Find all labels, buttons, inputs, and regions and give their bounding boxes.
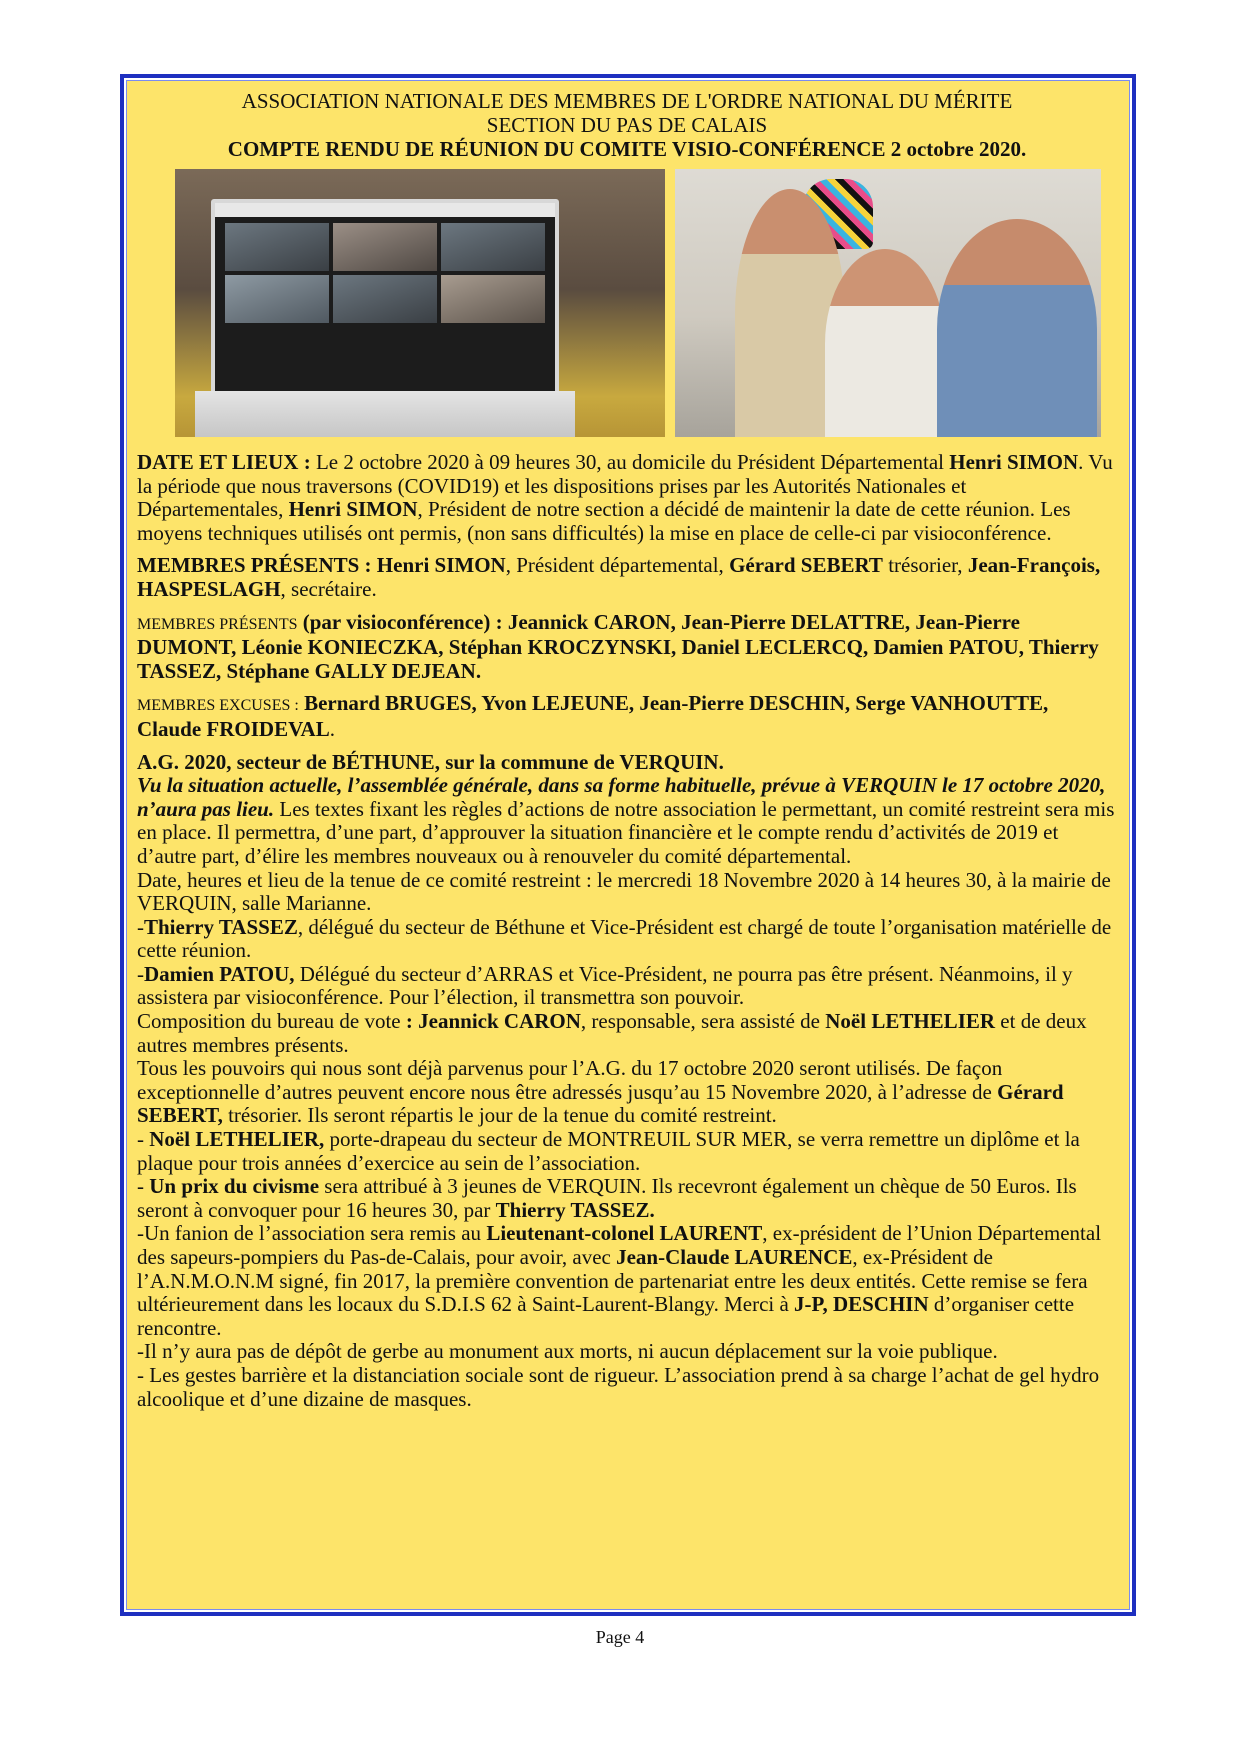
laptop-screen [211,199,559,395]
person-seated [825,249,945,437]
report-title: COMPTE RENDU DE RÉUNION DU COMITE VISIO-CONFÉRENCE 2 octobre 2020. [227,137,1027,161]
members-visio-paragraph: MEMBRES PRÉSENTS (par visioconférence) : Jeannick CARON, Jean-Pierre DELATTRE, Jean-Pierre DUMONT, Léonie KONIECZKA, Stéphan KROCZYNSKI, Daniel LECLERCQ, Damien PATOU, Thierry TASSEZ, Stéphane GALLY DEJEAN. [137,609,1099,683]
photos-row [137,169,1117,441]
header [137,89,1117,161]
date-paragraph: DATE ET LIEUX : Le 2 octobre 2020 à 09 heures 30, au domicile du Président Départemental Henri SIMON. Vu la période que nous traversons (COVID19) et les dispositions prises par les Autorités Nationales et Départementales, Henri SIMON, Président de notre section a décidé de maintenir la date de cette réunion. Les moyens techniques utilisés ont permis, (non sans difficultés) la mise en place de celle-ci par visioconférence. [137,450,1113,545]
person-selfie [937,219,1097,437]
ag-section: A.G. 2020, secteur de BÉTHUNE, sur la commune de VERQUIN. Vu la situation actuelle, l’assemblée générale, dans sa forme habituelle, prévue à VERQUIN le 17 octobre 2020, n’aura pas lieu. Les textes fixant les règles d’actions de notre association le permettant, un comité restreint sera mis en place. Il permettra, d’une part, d’approuver la situation financière et le compte rendu d’activités de 2019 et d’autre part, d’élire les membres nouveaux ou à renouveler du comité départemental. Date, heures et lieu de la tenue de ce comité restreint : le mercredi 18 Novembre 2020 à 14 heures 30, à la mairie de VERQUIN, salle Marianne. -Thierry TASSEZ, délégué du secteur de Béthune et Vice-Président est chargé de toute l’organisation matérielle de cette réunion. -Damien PATOU, Délégué du secteur d’ARRAS et Vice-Président, ne pourra pas être présent. Néanmoins, il y assistera par visioconférence. Pour l’élection, il transmettra son pouvoir. Composition du bureau de vote : Jeannick CARON, responsable, sera assisté de Noël LETHELIER et de deux autres membres présents. Tous les pouvoirs qui nous sont déjà parvenus pour l’A.G. du 17 octobre 2020 seront utilisés. De façon exceptionnelle d’autres peuvent encore nous être adressés jusqu’au 15 Novembre 2020, à l’adresse de Gérard SEBERT, trésorier. Ils seront répartis le jour de la tenue du comité restreint. - Noël LETHELIER, porte-drapeau du secteur de MONTREUIL SUR MER, se verra remettre un diplôme et la plaque pour trois années d’exercice au sein de l’association. - Un prix du civisme sera attribué à 3 jeunes de VERQUIN. Ils recevront également un chèque de 50 Euros. Ils seront à convoquer pour 16 heures 30, par Thierry TASSEZ. -Un fanion de l’association sera remis au Lieutenant-colonel LAURENT, ex-président de l’Union Départemental des sapeurs-pompiers du Pas-de-Calais, pour avoir, avec Jean-Claude LAURENCE, ex-Président de l’A.N.M.O.N.M signé, fin 2017, la première convention de partenariat entre les deux entités. Cette remise se fera ultérieurement dans les locaux du S.D.I.S 62 à Saint-Laurent-Blangy. Merci à J-P, DESCHIN d’organiser cette rencontre. -Il n’y aura pas de dépôt de gerbe au monument aux morts, ni aucun déplacement sur la voie publique. - Les gestes barrière et la distanciation sociale sont de rigueur. L’association prend à sa charge l’achat de gel hydro alcoolique et d’une dizaine de masques. [137,749,1115,1411]
ag-title: A.G. 2020, secteur de BÉTHUNE, sur la commune de VERQUIN. [137,749,724,774]
page-number: Page 4 [595,1627,645,1647]
header-line-2: SECTION DU PAS DE CALAIS [486,113,768,137]
document-frame [120,74,1136,1616]
laptop-keyboard [195,391,575,437]
committee-members-photo [675,169,1101,437]
members-excused-paragraph: MEMBRES EXCUSES : Bernard BRUGES, Yvon LEJEUNE, Jean-Pierre DESCHIN, Serge VANHOUTTE, Claude FROIDEVAL. [137,691,1049,741]
header-line-1: ASSOCIATION NATIONALE DES MEMBRES DE L'ORDRE NATIONAL DU MÉRITE [241,89,1013,113]
document-panel [126,80,1130,1610]
visioconference-laptop-photo [175,169,665,437]
members-present-paragraph: MEMBRES PRÉSENTS : Henri SIMON, Président départemental, Gérard SEBERT trésorier, Jean-François, HASPESLAGH, secrétaire. [137,553,1101,601]
report-body [137,451,1117,1411]
